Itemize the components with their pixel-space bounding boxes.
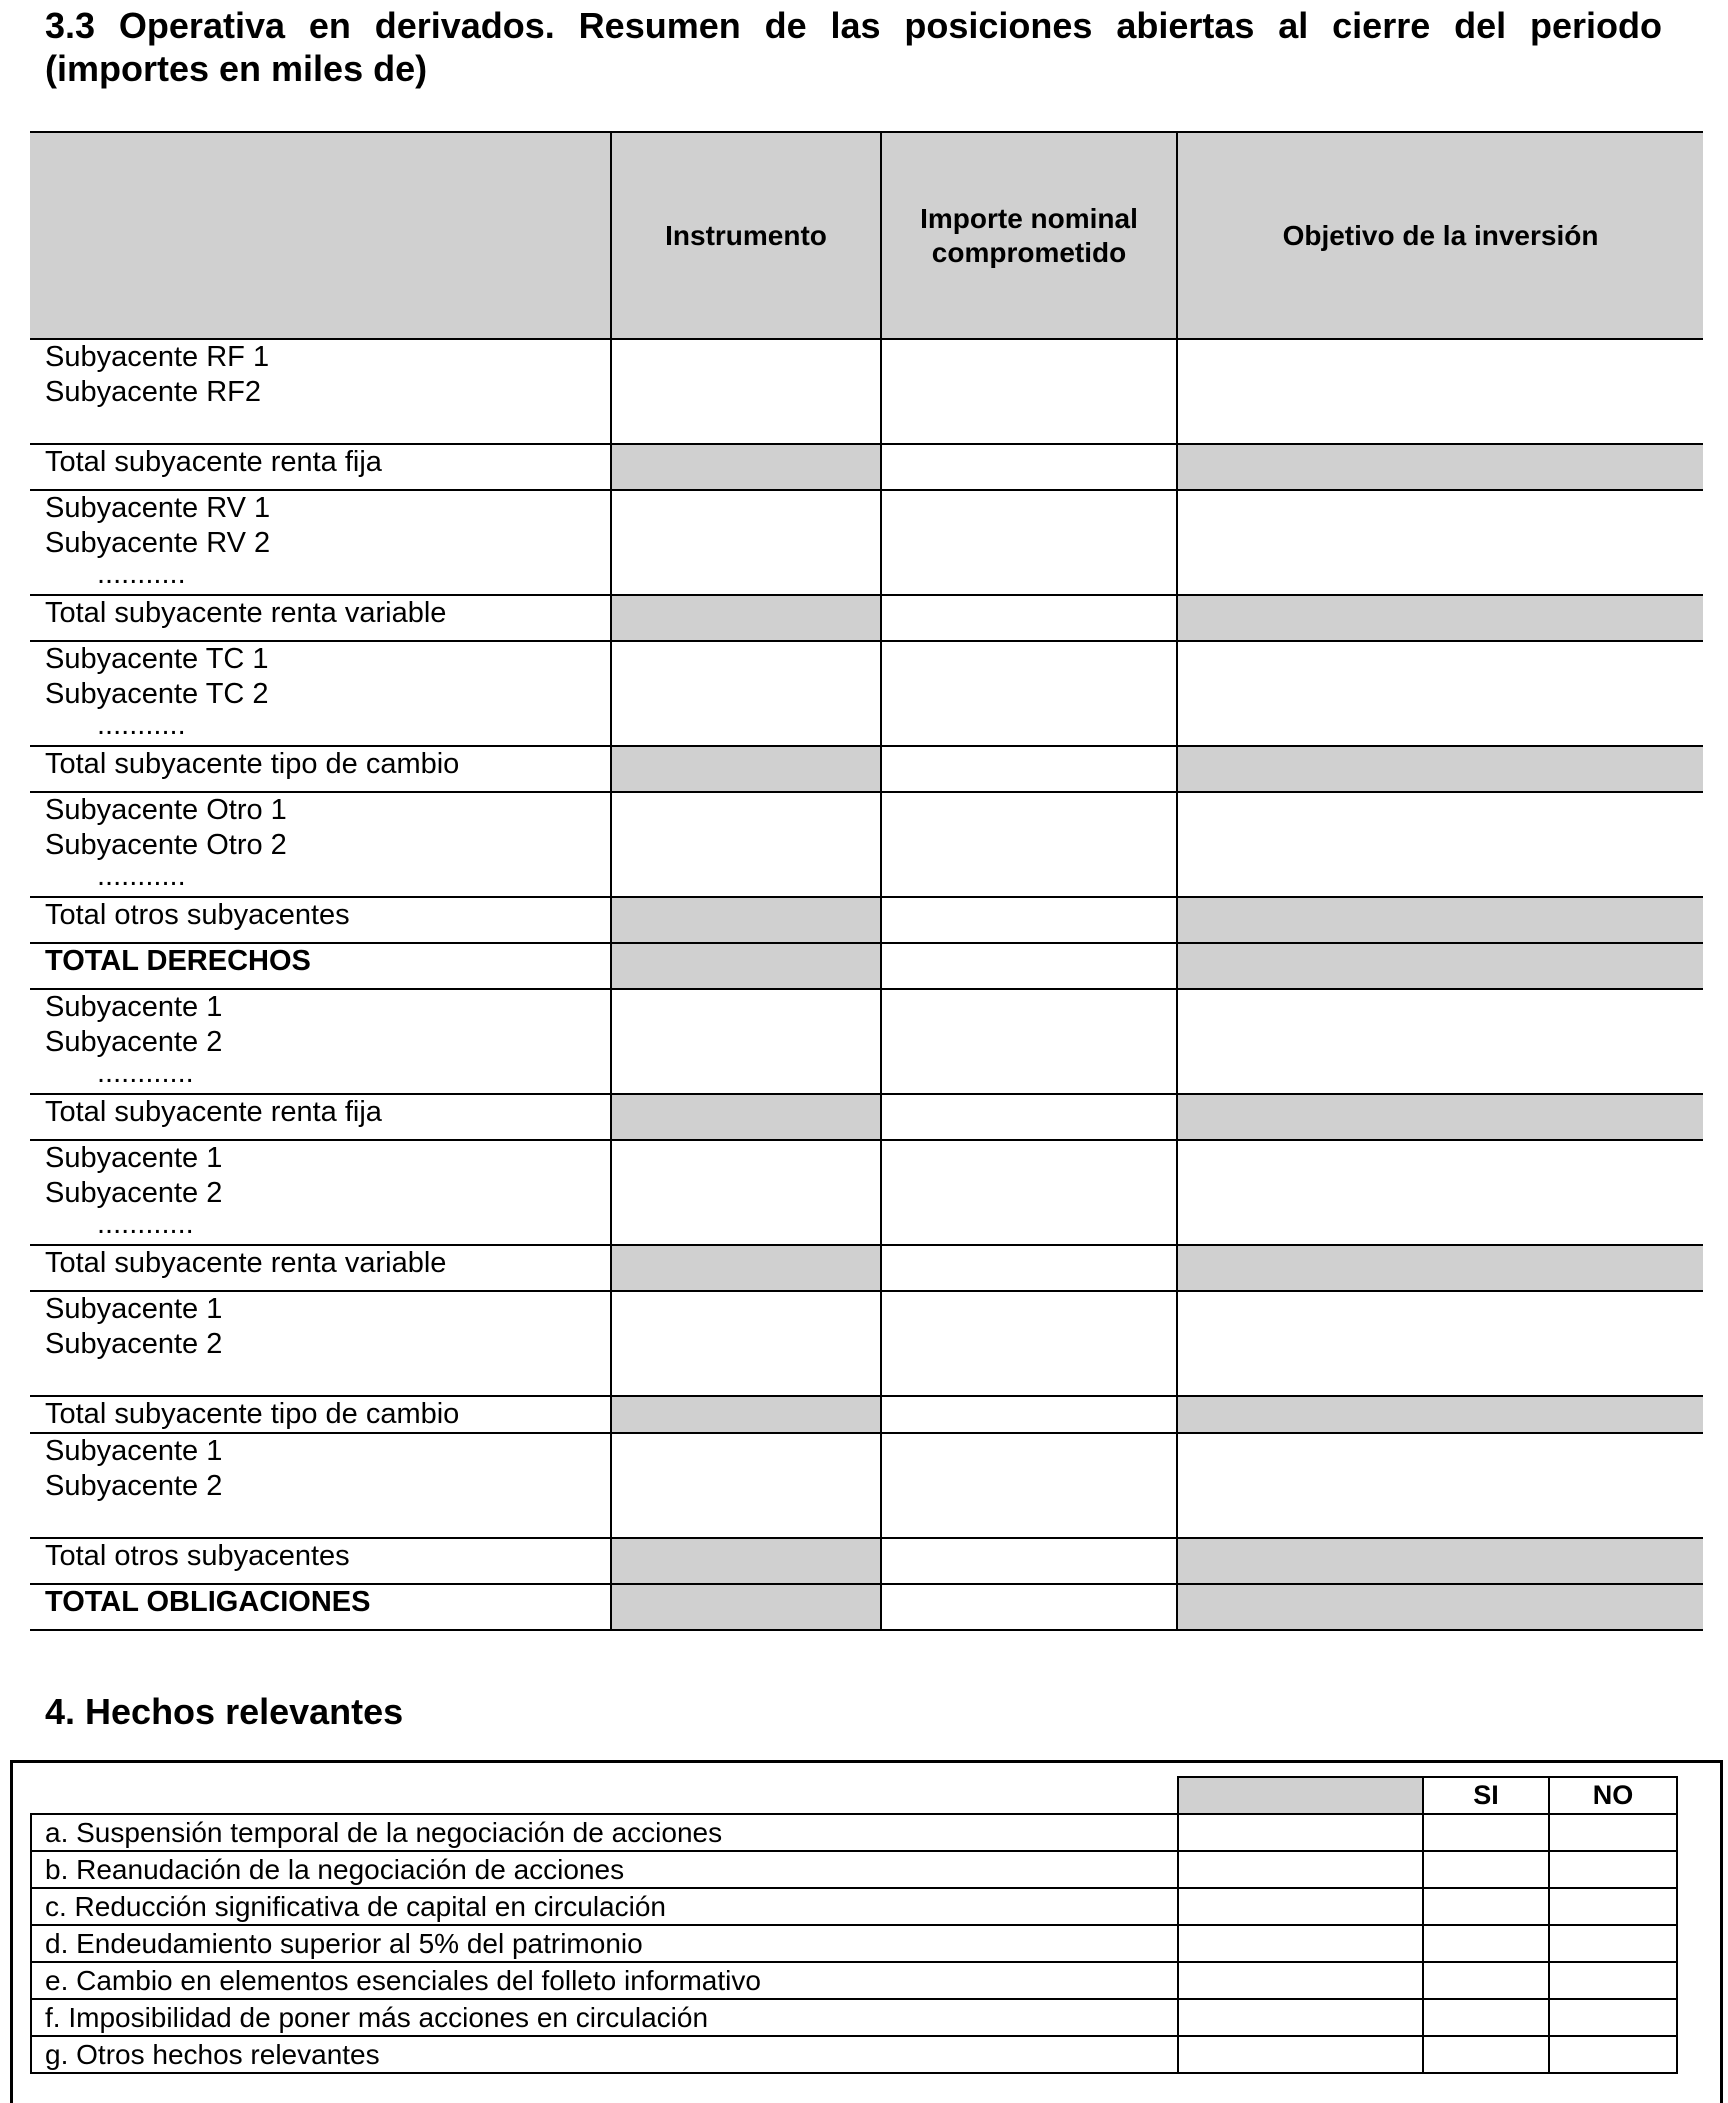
importe-cell — [881, 943, 1177, 989]
row-label-line: Total otros subyacentes — [45, 899, 350, 931]
hechos-header-row — [31, 1777, 1677, 1814]
objetivo-cell — [1177, 595, 1703, 641]
row-label — [30, 943, 611, 989]
row-label — [30, 1140, 611, 1245]
no-cell — [1549, 1851, 1677, 1888]
row-label-line: Subyacente RF2 — [45, 376, 262, 408]
row-label-line: Subyacente RV 1 — [45, 492, 271, 524]
hechos-header-shaded — [1178, 1777, 1423, 1814]
si-cell — [1423, 1925, 1549, 1962]
row-label — [30, 339, 611, 444]
no-cell — [1549, 1888, 1677, 1925]
row-label-line: Subyacente RF 1 — [45, 341, 270, 373]
importe-cell — [881, 444, 1177, 490]
row-label — [30, 989, 611, 1094]
no-cell — [1549, 1999, 1677, 2036]
row-label-line: Subyacente Otro 2 — [45, 829, 287, 861]
no-cell — [1549, 1962, 1677, 1999]
objetivo-cell — [1177, 1396, 1703, 1433]
table-row — [30, 897, 1703, 943]
row-label-line: Subyacente 1 — [45, 1435, 223, 1467]
row-label-line: Subyacente TC 2 — [45, 678, 269, 710]
header-importe-nominal: Importe nominal comprometido — [881, 132, 1177, 339]
table-row — [30, 641, 1703, 746]
si-cell — [1423, 1814, 1549, 1851]
row-label — [30, 1433, 611, 1538]
instrumento-cell — [611, 595, 881, 641]
instrumento-cell — [611, 1245, 881, 1291]
no-cell — [1549, 1814, 1677, 1851]
row-label-line: Subyacente Otro 1 — [45, 794, 287, 826]
instrumento-cell — [611, 1396, 881, 1433]
importe-cell — [881, 339, 1177, 444]
table-row — [30, 943, 1703, 989]
row-ellipsis: ............ — [97, 1057, 194, 1089]
importe-cell — [881, 989, 1177, 1094]
row-label-line: Total subyacente renta fija — [45, 446, 382, 478]
importe-cell — [881, 1538, 1177, 1584]
row-label-line: Total subyacente tipo de cambio — [45, 1398, 460, 1430]
si-cell — [1423, 2036, 1549, 2073]
hecho-detail-cell — [1178, 1962, 1423, 1999]
list-item — [31, 1888, 1677, 1925]
hecho-label: d. Endeudamiento superior al 5% del patrimonio — [31, 1925, 1178, 1962]
instrumento-cell — [611, 1094, 881, 1140]
row-label-line: Total otros subyacentes — [45, 1540, 350, 1572]
no-cell — [1549, 1925, 1677, 1962]
importe-cell — [881, 595, 1177, 641]
row-label-line: Total subyacente renta fija — [45, 1096, 382, 1128]
importe-cell — [881, 1433, 1177, 1538]
table-row — [30, 1433, 1703, 1538]
section-4-title: 4. Hechos relevantes — [45, 1691, 404, 1732]
table-row — [30, 989, 1703, 1094]
instrumento-cell — [611, 897, 881, 943]
si-cell — [1423, 1888, 1549, 1925]
importe-cell — [881, 1396, 1177, 1433]
table-row — [30, 1584, 1703, 1630]
header-blank-cell — [30, 132, 611, 339]
hechos-header-blank — [31, 1777, 1178, 1814]
objetivo-cell — [1177, 641, 1703, 746]
row-label-line: Subyacente RV 2 — [45, 527, 271, 559]
hecho-label: g. Otros hechos relevantes — [31, 2036, 1178, 2073]
table-row — [30, 595, 1703, 641]
list-item — [31, 1962, 1677, 1999]
instrumento-cell — [611, 943, 881, 989]
instrumento-cell — [611, 444, 881, 490]
objetivo-cell — [1177, 792, 1703, 897]
row-label-line: Subyacente 2 — [45, 1026, 223, 1058]
hecho-label: a. Suspensión temporal de la negociación de acciones — [31, 1814, 1178, 1851]
row-label — [30, 1245, 611, 1291]
hecho-label: c. Reducción significativa de capital en circulación — [31, 1888, 1178, 1925]
hecho-detail-cell — [1178, 2036, 1423, 2073]
importe-cell — [881, 897, 1177, 943]
objetivo-cell — [1177, 444, 1703, 490]
importe-cell — [881, 1584, 1177, 1630]
table-row — [30, 444, 1703, 490]
table-row — [30, 1396, 1703, 1433]
row-label — [30, 897, 611, 943]
row-label-line: TOTAL OBLIGACIONES — [45, 1586, 371, 1618]
instrumento-cell — [611, 339, 881, 444]
header-instrumento: Instrumento — [611, 132, 881, 339]
instrumento-cell — [611, 746, 881, 792]
row-label-line: Subyacente 2 — [45, 1470, 223, 1502]
row-label — [30, 490, 611, 595]
row-label-line: Subyacente 2 — [45, 1328, 223, 1360]
header-objetivo: Objetivo de la inversión — [1177, 132, 1703, 339]
hecho-detail-cell — [1178, 1925, 1423, 1962]
no-cell — [1549, 2036, 1677, 2073]
importe-cell — [881, 1245, 1177, 1291]
objetivo-cell — [1177, 1584, 1703, 1630]
table-row — [30, 1245, 1703, 1291]
row-ellipsis: ............ — [97, 1208, 194, 1240]
row-label — [30, 1396, 611, 1433]
objetivo-cell — [1177, 943, 1703, 989]
hecho-label: b. Reanudación de la negociación de acciones — [31, 1851, 1178, 1888]
importe-cell — [881, 746, 1177, 792]
row-label — [30, 792, 611, 897]
derivatives-table — [30, 131, 1703, 1631]
row-label-line: TOTAL DERECHOS — [45, 945, 311, 977]
instrumento-cell — [611, 1538, 881, 1584]
row-label — [30, 746, 611, 792]
instrumento-cell — [611, 1291, 881, 1396]
hecho-detail-cell — [1178, 1999, 1423, 2036]
objetivo-cell — [1177, 339, 1703, 444]
instrumento-cell — [611, 490, 881, 595]
hechos-table — [30, 1776, 1678, 2074]
list-item — [31, 2036, 1677, 2073]
instrumento-cell — [611, 1433, 881, 1538]
objetivo-cell — [1177, 1433, 1703, 1538]
si-cell — [1423, 1962, 1549, 1999]
row-label-line: Subyacente 2 — [45, 1177, 223, 1209]
si-cell — [1423, 1999, 1549, 2036]
hecho-detail-cell — [1178, 1814, 1423, 1851]
row-label — [30, 1094, 611, 1140]
importe-cell — [881, 792, 1177, 897]
table-row — [30, 792, 1703, 897]
importe-cell — [881, 1140, 1177, 1245]
instrumento-cell — [611, 1140, 881, 1245]
derivatives-header-row — [30, 132, 1703, 339]
hecho-detail-cell — [1178, 1851, 1423, 1888]
objetivo-cell — [1177, 1538, 1703, 1584]
instrumento-cell — [611, 989, 881, 1094]
instrumento-cell — [611, 641, 881, 746]
objetivo-cell — [1177, 490, 1703, 595]
table-row — [30, 1291, 1703, 1396]
importe-cell — [881, 490, 1177, 595]
row-label-line: Total subyacente tipo de cambio — [45, 748, 460, 780]
row-label-line: Subyacente TC 1 — [45, 643, 269, 675]
list-item — [31, 1999, 1677, 2036]
row-label — [30, 1291, 611, 1396]
objetivo-cell — [1177, 1245, 1703, 1291]
row-ellipsis: ........... — [97, 860, 186, 892]
objetivo-cell — [1177, 989, 1703, 1094]
table-row — [30, 1094, 1703, 1140]
row-label-line: Total subyacente renta variable — [45, 597, 447, 629]
header-si: SI — [1423, 1777, 1549, 1814]
hecho-label: e. Cambio en elementos esenciales del folleto informativo — [31, 1962, 1178, 1999]
objetivo-cell — [1177, 1140, 1703, 1245]
instrumento-cell — [611, 792, 881, 897]
importe-cell — [881, 1291, 1177, 1396]
section-3-3-title: 3.3 Operativa en derivados. Resumen de las posiciones abiertas al cierre del periodo (importes en miles de) — [45, 5, 1662, 89]
row-label — [30, 641, 611, 746]
row-label — [30, 595, 611, 641]
importe-cell — [881, 1094, 1177, 1140]
table-row — [30, 746, 1703, 792]
table-row — [30, 339, 1703, 444]
list-item — [31, 1851, 1677, 1888]
objetivo-cell — [1177, 746, 1703, 792]
hecho-label: f. Imposibilidad de poner más acciones en circulación — [31, 1999, 1178, 2036]
importe-cell — [881, 641, 1177, 746]
list-item — [31, 1925, 1677, 1962]
list-item — [31, 1814, 1677, 1851]
row-label — [30, 1538, 611, 1584]
row-label — [30, 444, 611, 490]
row-label-line: Subyacente 1 — [45, 991, 223, 1023]
objetivo-cell — [1177, 1291, 1703, 1396]
row-label-line: Subyacente 1 — [45, 1142, 223, 1174]
row-ellipsis: ........... — [97, 558, 186, 590]
instrumento-cell — [611, 1584, 881, 1630]
row-label-line: Subyacente 1 — [45, 1293, 223, 1325]
objetivo-cell — [1177, 1094, 1703, 1140]
objetivo-cell — [1177, 897, 1703, 943]
table-row — [30, 1538, 1703, 1584]
row-label-line: Total subyacente renta variable — [45, 1247, 447, 1279]
row-label — [30, 1584, 611, 1630]
row-ellipsis: ........... — [97, 709, 186, 741]
table-row — [30, 1140, 1703, 1245]
hecho-detail-cell — [1178, 1888, 1423, 1925]
si-cell — [1423, 1851, 1549, 1888]
table-row — [30, 490, 1703, 595]
header-no: NO — [1549, 1777, 1677, 1814]
